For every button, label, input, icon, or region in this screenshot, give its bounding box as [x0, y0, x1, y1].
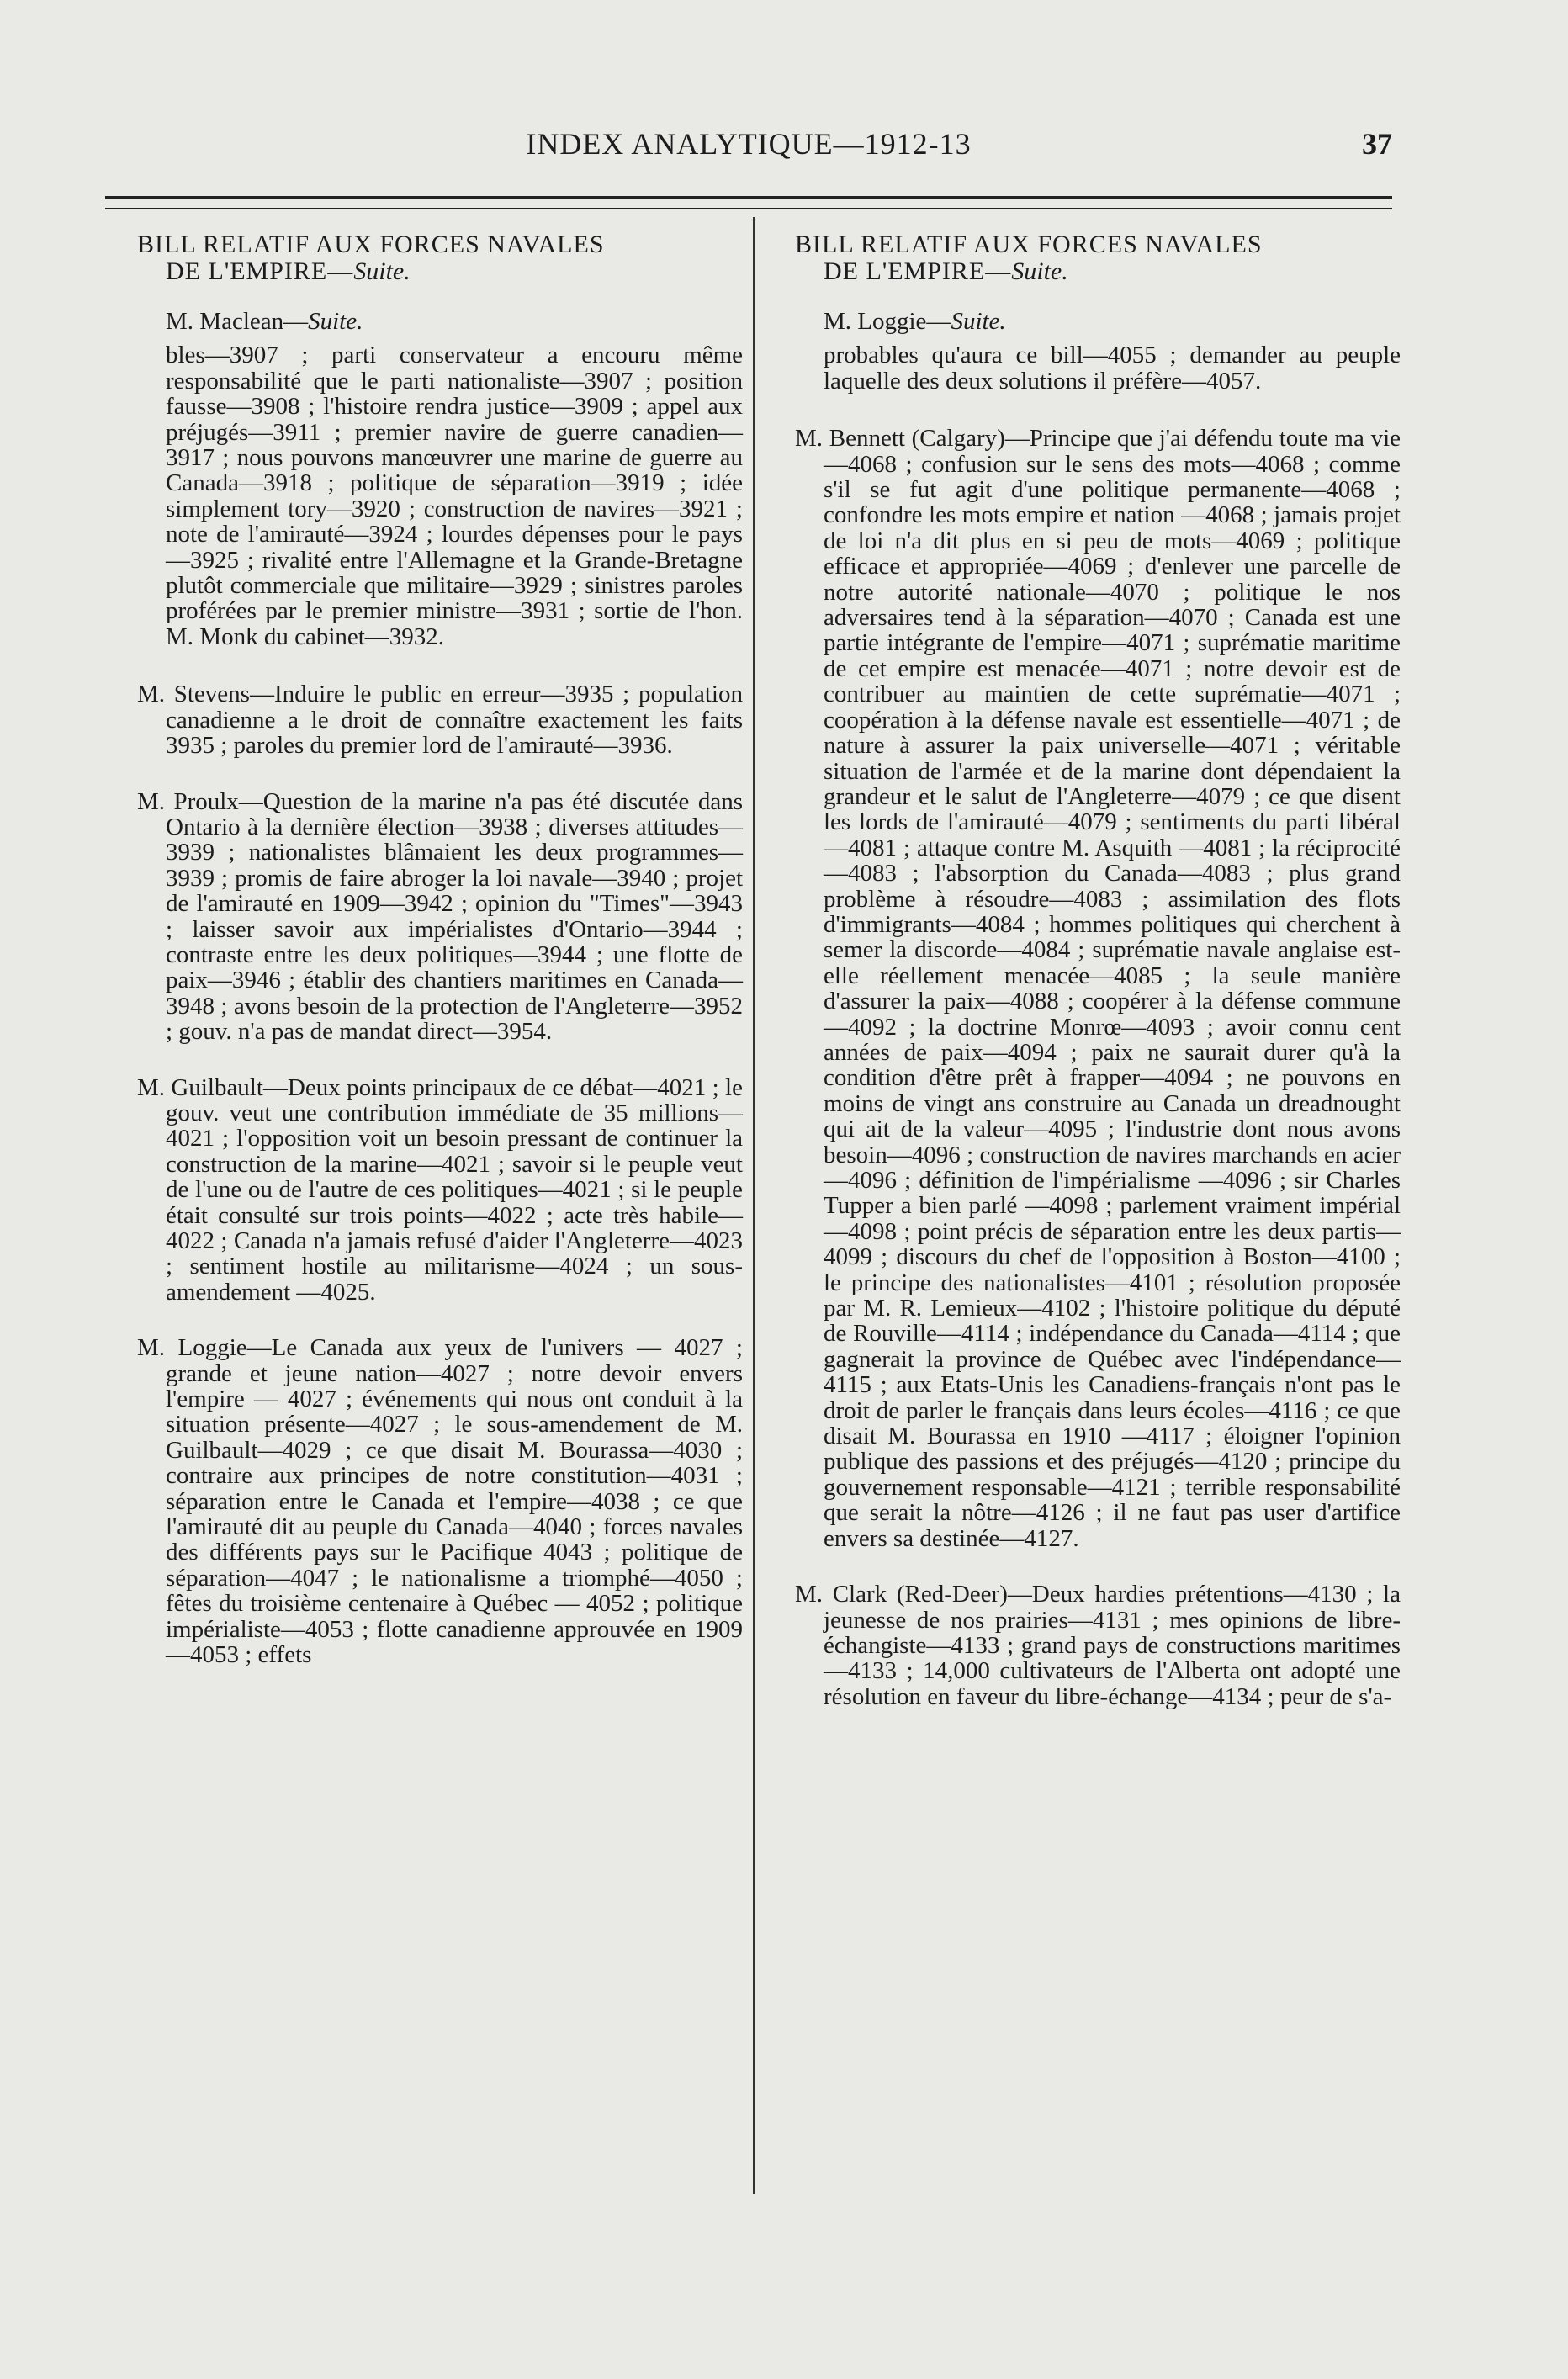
index-entry-stevens: M. Stevens—Induire le public en erreur—3935 ; population canadienne a le droit de connaître exactement les faits 3935 ; paroles du premier lord de l'amirauté—3936. [137, 681, 743, 760]
heading-line1: BILL RELATIF AUX FORCES NAVALES [137, 230, 605, 258]
continued-entry [137, 309, 743, 649]
header-rule-top [105, 196, 1392, 199]
page-header [105, 126, 1392, 168]
index-entry-proulx: M. Proulx—Question de la marine n'a pas été discutée dans Ontario à la dernière élection—3938 ; diverses attitudes—3939 ; nationalistes blâmaient les deux programmes—3939 ; promis de faire abroger la loi navale—3940 ; projet de l'amirauté en 1909—3942 ; opinion du "Times"—3943 ; laisser savoir aux impérialistes d'Ontario—3944 ; contraste entre les deux politiques—3944 ; une flotte de paix—3946 ; établir des chantiers maritimes en Canada—3948 ; avons besoin de la protection de l'Angleterre—3952 ; gouv. n'a pas de mandat direct—3954. [137, 787, 743, 1046]
section-heading [795, 231, 1401, 285]
left-column [137, 231, 743, 1698]
continued-suite: Suite. [951, 308, 1006, 335]
index-entry-bennett: M. Bennett (Calgary)—Principe que j'ai défendu toute ma vie—4068 ; confusion sur le sens des mots—4068 ; comme s'il se fut agit d'une politique permanente—4068 ; confondre les mots empire et nation —4068 ; jamais projet de loi n'a dit plus en si peu de mots—4069 ; politique efficace et appropriée—4069 ; d'enlever une parcelle de notre autorité nationale—4070 ; politique le nos adversaires tend à la séparation—4070 ; Canada est une partie intégrante de l'empire—4071 ; suprématie maritime de cet empire est menacée—4071 ; notre devoir est de contribuer au maintien de cette suprématie—4071 ; coopération à la défense navale est essentielle—4071 ; de nature à assurer la paix universelle—4071 ; véritable situation de l'armée et de la marine dont dépendaient la grandeur et le salut de l'Angleterre—4079 ; ce que disent les lords de l'amirauté—4079 ; sentiments du parti libéral—4081 ; attaque contre M. Asquith —4081 ; la réciprocité—4083 ; l'absorption du Canada—4083 ; plus grand problème à résoudre—4083 ; assimilation des flots d'immigrants—4084 ; hommes politiques qui cherchent à semer la discorde—4084 ; suprématie navale anglaise est-elle réellement menacée—4085 ; la seule manière d'assurer la paix—4088 ; coopérer à la défense commune—4092 ; la doctrine Monrœ—4093 ; avoir connu cent années de paix—4094 ; paix ne saurait durer qu'à la condition d'être prêt à frapper—4094 ; ne pouvons en moins de vingt ans construire au Canada un dreadnought qui ait de la valeur—4095 ; l'industrie dont nous avons besoin—4096 ; construction de navires marchands en acier—4096 ; définition de l'impérialisme —4096 ; sir Charles Tupper a bien parlé —4098 ; parlement vraiment impérial—4098 ; point précis de séparation entre les deux partis—4099 ; discours du chef de l'opposition à Boston—4100 ; le principe des nationalistes—4101 ; résolution proposée par M. R. Lemieux—4102 ; l'histoire politique du député de Rouville—4114 ; indépendance du Canada—4114 ; que gagnerait la province de Québec avec l'indépendance—4115 ; aux Etats-Unis les Canadiens-français n'ont pas le droit de parler le français dans leurs écoles—4116 ; ce que disait M. Bourassa en 1910 —4117 ; éloigner l'opinion publique des passions et des préjugés—4120 ; principe du gouvernement responsable—4121 ; terrible responsabilité que serait la nôtre—4126 ; il ne faut pas user d'artifice envers sa destinée—4127. [795, 425, 1401, 1552]
heading-line2: DE L'EMPIRE— [166, 257, 354, 285]
heading-suite: Suite. [353, 257, 411, 285]
right-column [795, 231, 1401, 1740]
continued-speaker-name: M. Loggie— [824, 308, 951, 335]
continued-entry [795, 309, 1401, 394]
header-rule-bottom [105, 208, 1392, 209]
heading-line1: BILL RELATIF AUX FORCES NAVALES [795, 230, 1263, 258]
continued-text: probables qu'aura ce bill—4055 ; demander au peuple laquelle des deux solutions il préfère—4057. [824, 342, 1401, 395]
page-number: 37 [1362, 127, 1392, 161]
index-entry-guilbault: M. Guilbault—Deux points principaux de ce débat—4021 ; le gouv. veut une contribution immédiate de 35 millions—4021 ; l'opposition voit un besoin pressant de continuer la construction de la marine—4021 ; savoir si le peuple veut de l'une ou de l'autre de ces politiques—4021 ; si le peuple était consulté sur trois points—4022 ; acte très habile—4022 ; Canada n'a jamais refusé d'aider l'Angleterre—4023 ; sentiment hostile au militarisme—4024 ; un sous-amendement —4025. [137, 1073, 743, 1306]
continued-speaker-name: M. Maclean— [166, 308, 309, 335]
heading-line2: DE L'EMPIRE— [824, 257, 1012, 285]
running-title: INDEX ANALYTIQUE—1912-13 [526, 127, 972, 161]
index-entry-clark: M. Clark (Red-Deer)—Deux hardies prétentions—4130 ; la jeunesse de nos prairies—4131 ; mes opinions de libre-échangiste—4133 ; grand pays de constructions maritimes—4133 ; 14,000 cultivateurs de l'Alberta ont adopté une résolution en faveur du libre-échange—4134 ; peur de s'a- [795, 1581, 1401, 1710]
continued-text: bles—3907 ; parti conservateur a encouru même responsabilité que le parti nationaliste—3907 ; position fausse—3908 ; l'histoire rendra justice—3909 ; appel aux préjugés—3911 ; premier navire de guerre canadien—3917 ; nous pouvons manœuvrer une marine de guerre au Canada—3918 ; politique de séparation—3919 ; idée simplement tory—3920 ; construction de navires—3921 ; note de l'amirauté—3924 ; lourdes dépenses pour le pays—3925 ; rivalité entre l'Allemagne et la Grande-Bretagne plutôt commerciale que militaire—3929 ; sinistres paroles proférées par le premier ministre—3931 ; sortie de l'hon. M. Monk du cabinet—3932. [166, 342, 743, 650]
continued-suite: Suite. [308, 308, 363, 335]
continued-speaker [795, 309, 1401, 334]
section-heading [137, 231, 743, 285]
column-divider [753, 217, 755, 2194]
index-entry-loggie: M. Loggie—Le Canada aux yeux de l'univers — 4027 ; grande et jeune nation—4027 ; notre devoir envers l'empire — 4027 ; événements qui nous ont conduit à la situation présente—4027 ; le sous-amendement de M. Guilbault—4029 ; ce que disait M. Bourassa—4030 ; contraire aux principes de notre constitution—4031 ; séparation entre le Canada et l'empire—4038 ; ce que l'amirauté dit au peuple du Canada—4040 ; forces navales des différents pays sur le Pacifique 4043 ; politique de séparation—4047 ; le nationalisme a triomphé—4050 ; fêtes du troisième centenaire à Québec — 4052 ; politique impérialiste—4053 ; flotte canadienne approuvée en 1909—4053 ; effets [137, 1334, 743, 1669]
heading-suite: Suite. [1011, 257, 1068, 285]
continued-speaker [137, 309, 743, 334]
